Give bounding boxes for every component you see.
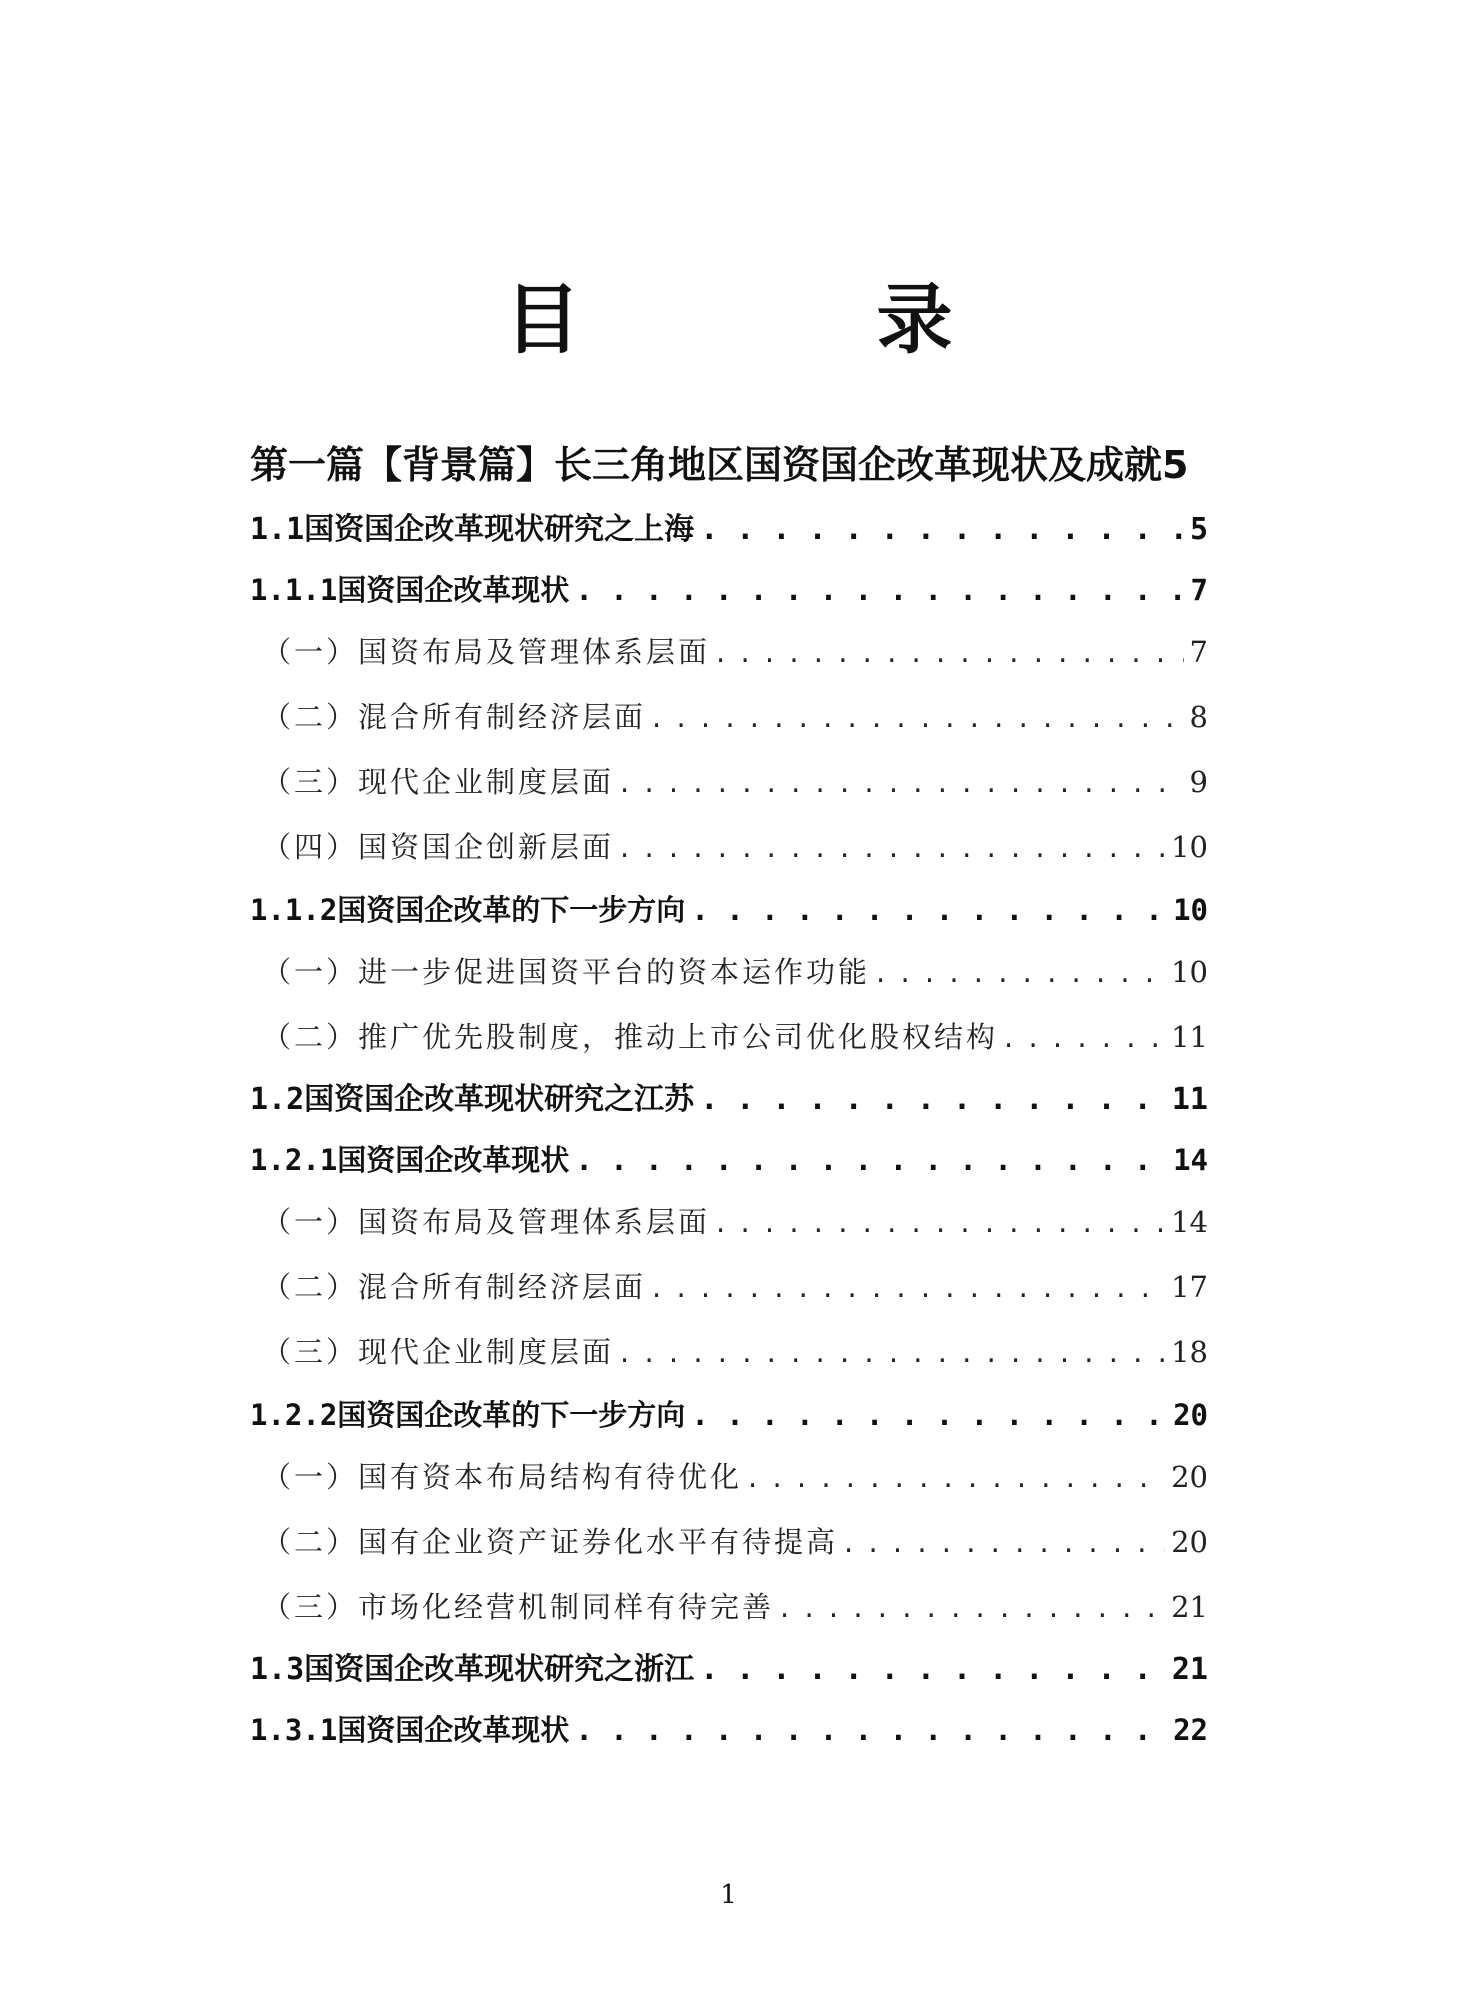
toc-leader-dots	[620, 750, 1184, 815]
toc-leader-dots	[620, 815, 1165, 880]
toc-leader-dots	[652, 1255, 1165, 1320]
toc-entry[interactable]	[250, 685, 1208, 750]
toc-entry[interactable]	[250, 500, 1208, 560]
toc-entry-label: （一）国资布局及管理体系层面	[262, 635, 711, 669]
toc-title: 目 录	[504, 275, 1063, 364]
toc-leader-dots	[652, 685, 1184, 750]
toc-entry[interactable]	[250, 1070, 1208, 1130]
toc-entry-page: 20	[1171, 1460, 1208, 1494]
toc-entry-label: （一）国资布局及管理体系层面	[262, 1205, 711, 1239]
toc-entry[interactable]	[250, 1385, 1208, 1445]
toc-entry-page: 21	[1171, 1652, 1208, 1687]
toc-entry-page: 20	[1173, 1398, 1208, 1432]
toc-entry-page: 14	[1173, 1143, 1208, 1177]
toc-leader-dots	[700, 1640, 1166, 1700]
toc-entry-page: 7	[1189, 635, 1208, 669]
toc-entry-label: （二）混合所有制经济层面	[262, 1270, 647, 1304]
toc-entry[interactable]	[250, 1190, 1208, 1255]
toc-entry-label: （四）国资国企创新层面	[262, 830, 615, 864]
toc-entry[interactable]	[250, 1320, 1208, 1385]
toc-leader-dots	[620, 1320, 1165, 1385]
toc-entry-page: 17	[1171, 1270, 1208, 1304]
toc-leader-dots	[691, 1385, 1167, 1445]
toc-entry[interactable]	[250, 1700, 1208, 1760]
toc-entry-page: 7	[1190, 573, 1208, 607]
toc-leader-dots	[700, 500, 1184, 560]
toc-entry-page: 10	[1173, 893, 1208, 927]
table-of-contents	[250, 430, 1208, 1760]
toc-entry[interactable]	[250, 560, 1208, 620]
toc-part-heading[interactable]: 第一篇【背景篇】长三角地区国资国企改革现状及成就5	[250, 443, 1189, 487]
toc-leader-dots	[700, 1070, 1166, 1130]
toc-entry-label: 1.2国资国企改革现状研究之江苏	[250, 1082, 695, 1117]
toc-entry-page: 11	[1171, 1082, 1208, 1117]
toc-entry-label: 1.1.1国资国企改革现状	[250, 573, 570, 607]
toc-entry[interactable]	[250, 1255, 1208, 1320]
toc-entry-page: 10	[1171, 955, 1208, 989]
toc-entry-label: （二）混合所有制经济层面	[262, 700, 647, 734]
toc-entry-label: （三）现代企业制度层面	[262, 1335, 615, 1369]
toc-entry-label: 1.3国资国企改革现状研究之浙江	[250, 1652, 695, 1687]
toc-entry-label: （三）现代企业制度层面	[262, 765, 615, 799]
toc-entry-page: 10	[1171, 830, 1208, 864]
toc-entry-label: （三）市场化经营机制同样有待完善	[262, 1590, 775, 1624]
toc-entry[interactable]	[250, 815, 1208, 880]
toc-entry-page: 20	[1171, 1525, 1208, 1559]
toc-leader-dots	[780, 1575, 1165, 1640]
toc-entry-label: （二）国有企业资产证券化水平有待提高	[262, 1525, 839, 1559]
toc-entry[interactable]	[250, 1445, 1208, 1510]
toc-entry-list	[250, 500, 1208, 1760]
toc-entry[interactable]	[250, 750, 1208, 815]
toc-entry[interactable]	[250, 1640, 1208, 1700]
toc-leader-dots	[691, 880, 1167, 940]
toc-leader-dots	[575, 1130, 1167, 1190]
toc-entry[interactable]	[250, 1510, 1208, 1575]
toc-entry[interactable]	[250, 1005, 1208, 1070]
toc-entry-label: （一）进一步促进国资平台的资本运作功能	[262, 955, 871, 989]
toc-entry-label: 1.2.2国资国企改革的下一步方向	[250, 1398, 686, 1432]
toc-entry[interactable]	[250, 1130, 1208, 1190]
toc-entry-page: 8	[1189, 700, 1208, 734]
toc-entry-label: 1.3.1国资国企改革现状	[250, 1713, 570, 1747]
toc-entry-label: 1.1国资国企改革现状研究之上海	[250, 512, 695, 547]
toc-entry-page: 11	[1171, 1020, 1208, 1054]
toc-entry-page: 22	[1173, 1713, 1208, 1747]
toc-entry-page: 9	[1189, 765, 1208, 799]
toc-leader-dots	[844, 1510, 1165, 1575]
toc-entry[interactable]	[250, 620, 1208, 685]
toc-entry-label: （一）国有资本布局结构有待优化	[262, 1460, 743, 1494]
toc-entry-page: 18	[1171, 1335, 1208, 1369]
toc-leader-dots	[1004, 1005, 1165, 1070]
toc-entry[interactable]	[250, 940, 1208, 1005]
toc-entry[interactable]	[250, 880, 1208, 940]
toc-entry-page: 14	[1171, 1205, 1208, 1239]
toc-leader-dots	[575, 1700, 1167, 1760]
toc-entry-label: 1.1.2国资国企改革的下一步方向	[250, 893, 686, 927]
toc-leader-dots	[748, 1445, 1165, 1510]
toc-entry-label: 1.2.1国资国企改革现状	[250, 1143, 570, 1177]
toc-leader-dots	[575, 560, 1184, 620]
toc-entry[interactable]	[250, 1575, 1208, 1640]
page-number: 1	[720, 1880, 737, 1910]
toc-leader-dots	[716, 620, 1184, 685]
toc-entry-page: 21	[1171, 1590, 1208, 1624]
toc-entry-label: （二）推广优先股制度，推动上市公司优化股权结构	[262, 1020, 999, 1054]
toc-leader-dots	[876, 940, 1165, 1005]
toc-entry-page: 5	[1189, 512, 1208, 547]
toc-leader-dots	[716, 1190, 1165, 1255]
